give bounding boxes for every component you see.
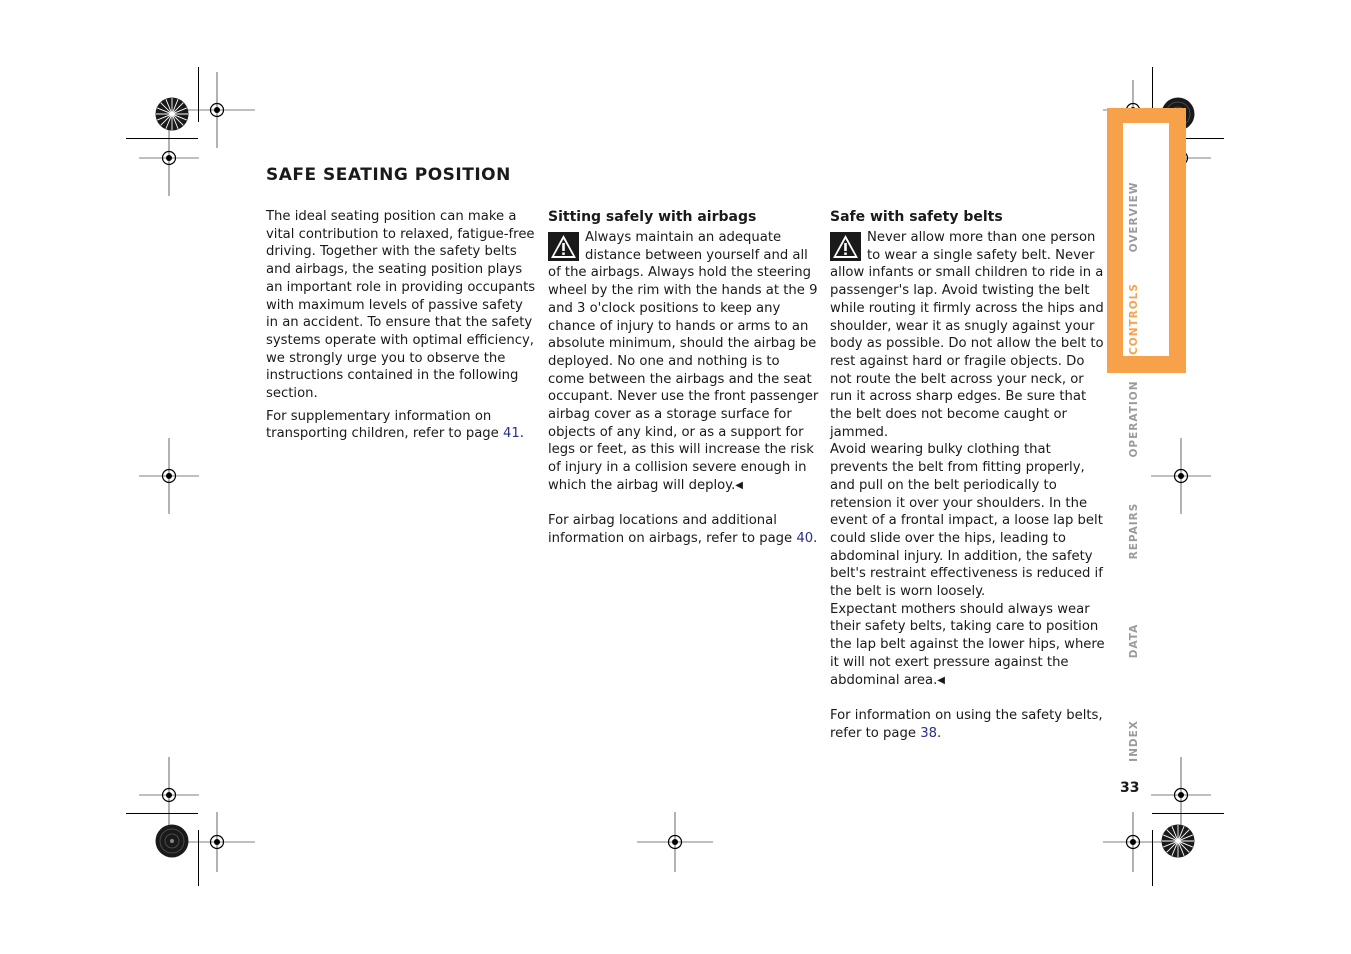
starburst-mark-icon <box>155 97 189 131</box>
starburst-mark-icon <box>155 824 189 858</box>
belts-warning-3 <box>830 601 1105 690</box>
belts-reference-text: For information on using the safety belts, refer to page <box>830 707 1103 741</box>
side-nav-data[interactable]: DATA <box>1128 623 1140 659</box>
airbags-reference-paragraph: For airbag locations and additional information on airbags, refer to page 40. <box>548 513 818 546</box>
crop-mark <box>198 67 199 122</box>
airbags-column <box>548 207 820 548</box>
registration-mark-icon <box>1171 466 1191 486</box>
side-nav-operation[interactable]: OPERATION <box>1128 380 1140 458</box>
page-number: 33 <box>1120 780 1140 796</box>
airbags-warning <box>548 229 820 495</box>
page-link-41[interactable]: 41 <box>503 426 520 442</box>
side-nav-index[interactable]: INDEX <box>1128 720 1140 762</box>
children-reference-paragraph: For supplementary information on transporting children, refer to page 41. <box>266 408 524 442</box>
end-mark-icon: ◀ <box>735 479 743 491</box>
registration-mark-icon <box>159 785 179 805</box>
page-link-40[interactable]: 40 <box>796 530 814 546</box>
airbags-heading: Sitting safely with airbags <box>548 209 757 225</box>
airbags-warning-text: Always maintain an adequate distance between yourself and all of the airbags. Always hold the steering wheel by the rim with the hands at the 9 and 3 o'clock positions to keep any chance of injury to hands or arms to an absolute minimum, should the airbag be deployed. No one and nothing is to come between the airbags and the seat occupant. Never use the front passenger airbag cover as a storage surface for objects of any kind, or as a support for legs or feet, as this will increase the risk of injury in a collision severe enough in which the airbag will deploy. <box>548 230 819 493</box>
registration-mark-icon <box>159 466 179 486</box>
side-nav-repairs[interactable]: REPAIRS <box>1128 502 1140 560</box>
warning-triangle-icon <box>548 232 579 261</box>
warning-triangle-icon <box>830 232 861 261</box>
children-reference-text: For supplementary information on transporting children, refer to page <box>266 408 503 442</box>
end-mark-icon: ◀ <box>937 674 945 686</box>
belts-column <box>830 207 1105 742</box>
crop-mark <box>198 830 199 886</box>
belts-warning-1 <box>830 229 1105 441</box>
airbags-reference-text: For airbag locations and additional information on airbags, refer to page <box>548 513 797 546</box>
registration-mark-icon <box>665 832 685 852</box>
belts-warning-text-1: Never allow more than one person to wear a single safety belt. Never allow infants or small children to ride in a passenger's lap. Avoid twisting the belt while routing it firmly across the hips and shoulder, wear it as snugly against your body as possible. Do not allow the belt to rest against hard or fragile objects. Do not route the belt across your neck, or run it across sharp edges. Be sure that the belt does not become caught or jammed. <box>830 230 1104 440</box>
crop-mark <box>1152 830 1153 886</box>
belts-reference-paragraph: For information on using the safety belts, refer to page 38. <box>830 707 1103 741</box>
side-nav-controls[interactable]: CONTROLS <box>1128 283 1140 355</box>
crop-mark <box>126 813 198 814</box>
crop-mark <box>126 138 198 139</box>
registration-mark-icon <box>207 832 227 852</box>
page-title: SAFE SEATING POSITION <box>266 165 511 185</box>
registration-mark-icon <box>1123 832 1143 852</box>
side-nav-overview[interactable]: OVERVIEW <box>1128 181 1140 253</box>
registration-mark-icon <box>207 100 227 120</box>
page-link-38[interactable]: 38 <box>920 725 937 741</box>
belts-heading: Safe with safety belts <box>830 209 1003 225</box>
crop-mark <box>1152 813 1224 814</box>
registration-mark-icon <box>159 148 179 168</box>
intro-paragraph: The ideal seating position can make a vital contribution to relaxed, fatigue-free driving. Together with the safety belts and airbags, the seating position plays an important role in providing occupants with maximum levels of passive safety in an accident. To ensure that the safety systems operate with optimal efficiency, we strongly urge you to observe the instructions contained in the following section. <box>266 209 536 402</box>
intro-column <box>266 207 538 443</box>
starburst-mark-icon <box>1161 824 1195 858</box>
registration-mark-icon <box>1171 785 1191 805</box>
belts-warning-text-3: Expectant mothers should always wear their safety belts, taking care to position the lap belt against the lower hips, where it will not exert pressure against the abdominal area. <box>830 601 1105 688</box>
belts-warning-2: Avoid wearing bulky clothing that prevents the belt from fitting properly, and pull on the belt periodically to retension it over your shoulders. In the event of a frontal impact, a loose lap belt could slide over the hips, leading to abdominal injury. In addition, the safety belt's restraint effectiveness is reduced if the belt is worn loosely. <box>830 442 1103 600</box>
